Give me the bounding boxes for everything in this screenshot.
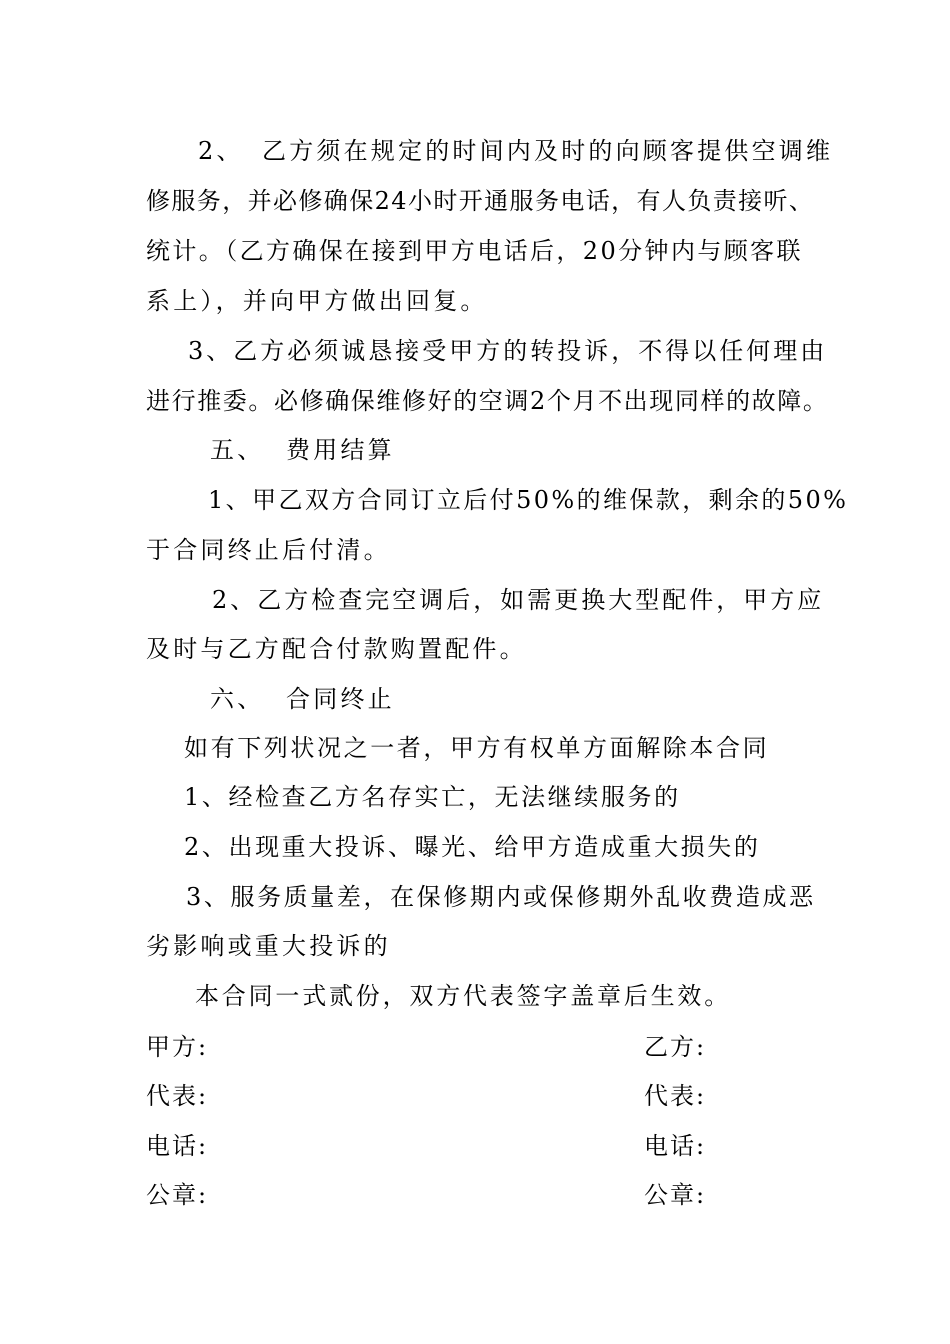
- section-6-intro: 如有下列状况之一者，甲方有权单方面解除本合同: [184, 734, 770, 762]
- party-b-phone-label: 电话:: [644, 1132, 707, 1160]
- clause-2-number: 2、: [198, 137, 244, 165]
- clause-2-line-1: 乙方须在规定的时间内及时的向顾客提供空调维: [262, 137, 834, 165]
- party-a-phone-label: 电话:: [146, 1132, 209, 1160]
- clause-2-line-3: 统计。（乙方确保在接到甲方电话后，20分钟内与顾客联: [146, 237, 803, 265]
- closing-statement: 本合同一式贰份，双方代表签字盖章后生效。: [195, 982, 731, 1010]
- party-a-seal-label: 公章:: [146, 1181, 209, 1209]
- section-6-item-3-line-1: 3、服务质量差，在保修期内或保修期外乱收费造成恶: [186, 883, 816, 911]
- clause-3-line-1: 3、乙方必须诚恳接受甲方的转投诉，不得以任何理由: [188, 337, 828, 365]
- clause-2-line-2: 修服务，并必修确保24小时开通服务电话，有人负责接听、: [146, 187, 815, 215]
- party-b-label: 乙方:: [644, 1033, 707, 1061]
- clause-2-line-4: 系上），并向甲方做出回复。: [146, 287, 488, 315]
- section-5-item-1-line-1: 1、甲乙双方合同订立后付50%的维保款，剩余的50%: [208, 486, 849, 514]
- section-5-item-1-line-2: 于合同终止后付清。: [146, 536, 391, 564]
- party-b-representative-label: 代表:: [644, 1082, 707, 1110]
- party-a-representative-label: 代表:: [146, 1082, 209, 1110]
- clause-3-line-2: 进行推委。必修确保维修好的空调2个月不出现同样的故障。: [146, 387, 829, 415]
- section-6-item-1: 1、经检查乙方名存实亡，无法继续服务的: [184, 783, 681, 811]
- party-a-label: 甲方:: [146, 1033, 209, 1061]
- section-5-item-2-line-2: 及时与乙方配合付款购置配件。: [146, 635, 527, 663]
- section-5-item-2-line-1: 2、乙方检查完空调后，如需更换大型配件，甲方应: [212, 586, 825, 614]
- section-6-item-2: 2、出现重大投诉、曝光、给甲方造成重大损失的: [184, 833, 761, 861]
- section-5-heading: 五、 费用结算: [210, 436, 395, 464]
- section-6-item-3-line-2: 劣影响或重大投诉的: [146, 932, 391, 960]
- section-6-heading: 六、 合同终止: [210, 685, 395, 713]
- party-b-seal-label: 公章:: [644, 1181, 707, 1209]
